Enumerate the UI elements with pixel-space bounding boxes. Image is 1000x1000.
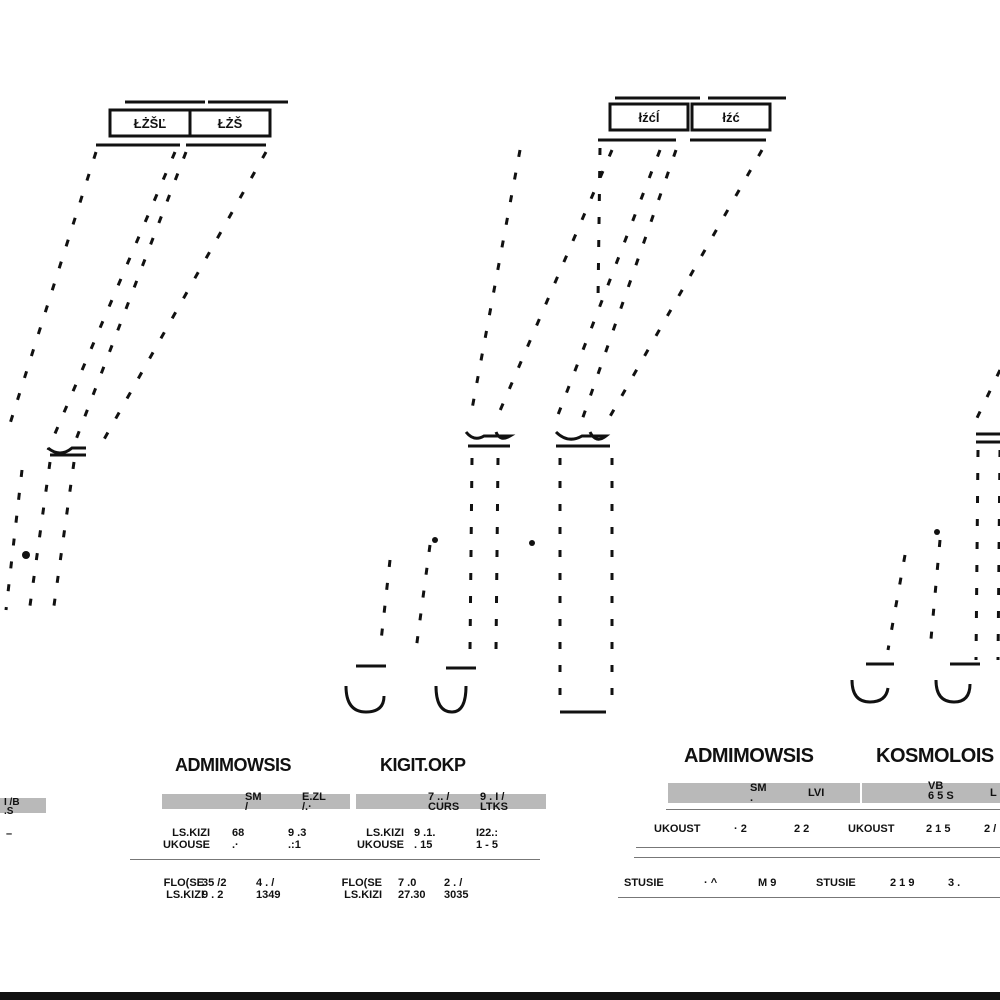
table-4-rule-1 [860,809,1000,810]
table-3-title: ADMIMOWSIS [684,745,814,767]
table-4-rule-2 [830,847,1000,848]
table-4-row-1-label: UKOUST [848,823,895,835]
table-1-row-2-label: FLO(SE LS.KIZI [163,877,204,901]
middle-lower-1 [470,458,472,650]
middle-node-b [529,540,535,546]
table-3-row-1-label: UKOUST [654,823,701,835]
middle-leg-1 [496,150,612,420]
table-1-title: ADMIMOWSIS [175,755,291,775]
table-3-row-1-val-2: 2 2 [794,823,810,835]
middle-leg-5 [470,150,520,420]
table-3-row-1-val-1: · 2 [734,823,747,835]
table-1-rule [130,859,350,860]
left-leg-1 [8,152,96,430]
left-box-b-label: ŁŻŠ [217,116,243,131]
table-4 [800,745,1000,915]
middle-box-a-label: łźćĺ [638,110,660,125]
table-2-header-2: 9 . I / LTKS [480,791,508,813]
table-3-row-2-label: STUSIE [624,877,664,889]
middle-lower-6 [380,560,390,650]
left-leg-4 [98,152,266,450]
left-leg-3 [72,152,186,450]
right-lower-3 [930,540,940,650]
table-3-header-1: SM . [750,782,767,804]
table-3-row-2-val-2: M 9 [758,877,777,889]
middle-diagram [346,98,786,712]
left-lower-leg-2 [52,462,74,620]
edge-table-fragment [0,798,50,848]
table-2 [340,755,555,915]
middle-lower-2 [496,458,498,650]
table-2-row-1-label: LS.KIZI UKOUSE [356,827,404,851]
left-leg-2 [48,152,175,450]
edge-table-header-text: I /B .S [4,797,20,817]
right-diagram [852,370,1000,702]
table-2-title: KIGIT.OKP [380,755,466,775]
middle-leg-4 [608,150,762,420]
middle-node-a [432,537,438,543]
middle-box-b-label: łźć [722,110,740,125]
table-3-rule-4 [618,897,828,898]
table-2-rule [340,859,540,860]
middle-joint-b [556,432,606,439]
table-2-row-1-val-1: 9 .1. . 15 [414,827,436,851]
middle-foot-b [436,686,466,712]
middle-leg-3 [582,150,676,420]
table-3-row-2-val-1: · ^ [704,877,718,889]
right-foot-a [852,680,888,702]
table-4-rule-4 [800,897,1000,898]
table-1-row-1-val-1: 68 .· [232,827,245,851]
table-1-header-2: E.ZL /.· [302,791,326,813]
right-leg-1 [976,370,1000,420]
table-3-header-2: LVI [808,787,825,799]
table-2-row-1-val-2: I22.: 1 - 5 [476,827,499,851]
middle-joint-a [466,432,510,438]
middle-leg-6 [598,148,600,300]
table-4-row-1-val-2: 2 / [984,823,997,835]
table-4-row-1-val-1: 2 1 5 [926,823,951,835]
edge-table-dash: – [6,828,13,840]
bottom-bar [0,992,1000,1000]
table-4-rule-3 [830,857,1000,858]
right-foot-b [936,680,970,702]
table-4-header-1: VB 6 5 S [928,780,954,802]
right-lower-1 [976,450,978,660]
table-1-row-2-val-1: 35 /2 9 . 2 [202,877,227,901]
table-1-row-1-val-2: 9 .3 .:1 [288,827,307,851]
table-1-header-1: SM / [245,791,262,813]
table-2-row-2-val-2: 2 . / 3035 [444,877,469,901]
left-lower-leg-3 [6,470,22,610]
left-node [22,551,30,559]
table-1-row-1-label: LS.KIZI UKOUSE [162,827,210,851]
right-node [934,529,940,535]
table-4-header-2: L [990,787,997,799]
middle-leg-2 [556,150,660,420]
left-joint [48,448,86,453]
table-4-row-2-val-1: 2 1 9 [890,877,915,889]
table-1-row-2-val-2: 4 . / 1349 [256,877,281,901]
left-lower-leg-1 [28,462,50,620]
left-diagram [6,102,288,620]
right-lower-4 [888,555,905,650]
left-box-a-label: ŁŻŠĽ [133,116,167,131]
table-4-row-2-label: STUSIE [816,877,856,889]
table-2-row-2-val-1: 7 .0 27.30 [398,877,426,901]
middle-lower-5 [416,545,430,650]
table-2-row-2-label: FLO(SE LS.KIZI [341,877,382,901]
table-4-row-2-val-2: 3 . [948,877,961,889]
middle-foot-a [346,686,384,712]
table-2-header-1: 7 .. / CURS [428,791,460,813]
table-4-title: KOSMOLOIS [876,745,994,767]
